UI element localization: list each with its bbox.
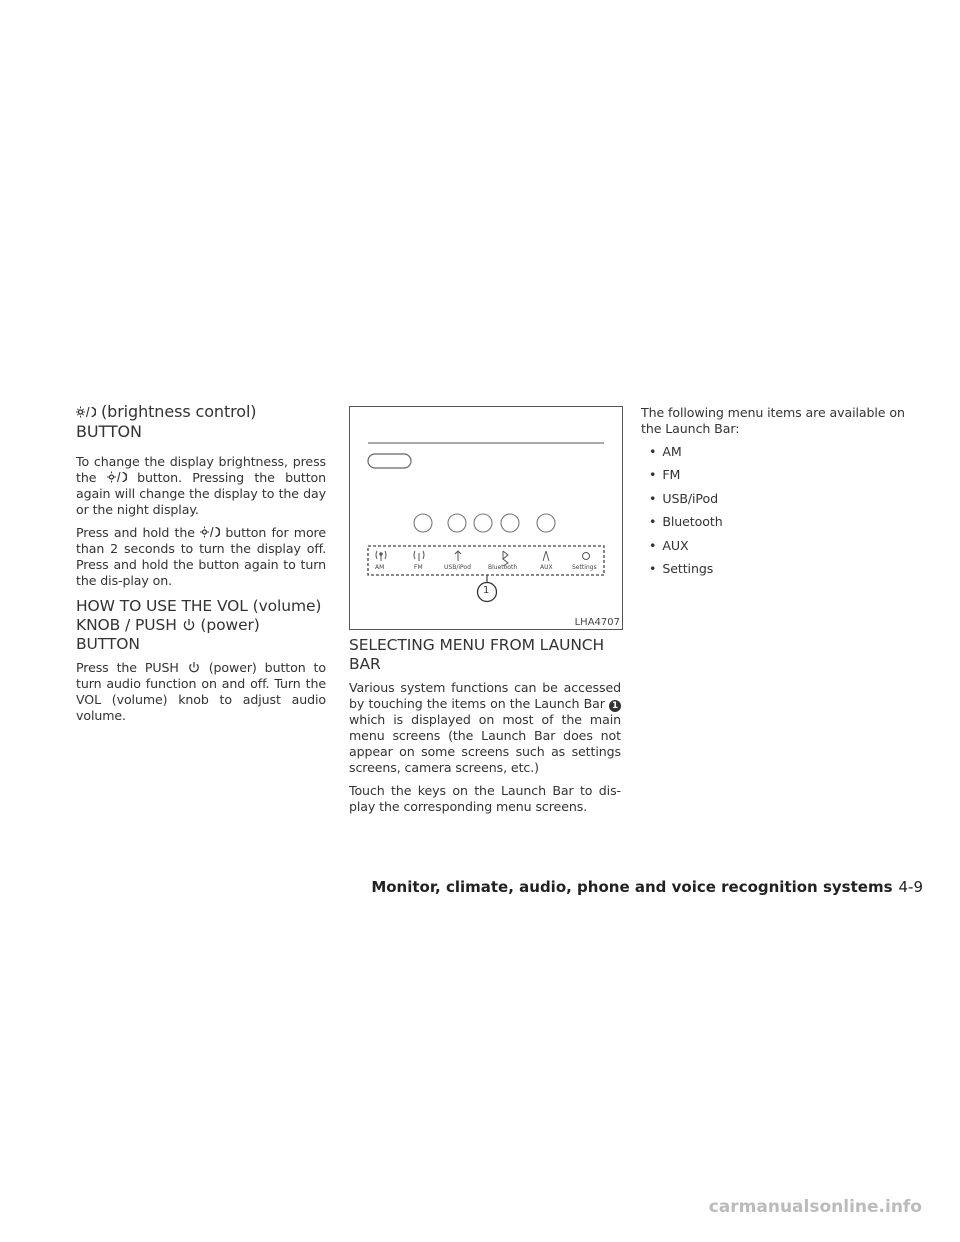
- volume-heading: [76, 597, 326, 654]
- list-item: • AUX: [649, 538, 917, 554]
- launch-bar-p1-post: which is displayed on most of the main menu screens (the Launch Bar does not appear on some screens such as settings screens, camera screens, etc.): [349, 712, 621, 775]
- brightness-heading-text: (brightness control) BUTTON: [76, 402, 257, 441]
- brightness-p1-post: button. Pressing the button again will change the display to the day or the night display.: [76, 470, 327, 517]
- sun-moon-icon: [76, 405, 96, 419]
- volume-paragraph: [76, 660, 326, 724]
- brightness-p1-pre: To change the display brightness, press the: [76, 454, 326, 485]
- brightness-paragraph-2: [76, 525, 326, 589]
- brightness-heading: [76, 402, 326, 442]
- list-item: • USB/iPod: [649, 491, 917, 507]
- list-item: • AM: [649, 444, 917, 460]
- launch-bar-heading: SELECTING MENU FROM LAUNCH BAR: [349, 636, 605, 673]
- launch-bar-paragraph-1: [349, 680, 621, 776]
- brightness-p2-pre: Press and hold the: [76, 525, 195, 540]
- launch-bar-figure: [349, 406, 623, 630]
- list-item: • FM: [649, 467, 917, 483]
- callout-number: 1: [609, 700, 621, 712]
- volume-p-pre: Press the PUSH: [76, 660, 179, 675]
- launch-bar-label-fm: FM: [414, 564, 423, 571]
- right-column: [641, 405, 917, 584]
- brightness-paragraph-1: [76, 454, 326, 518]
- menu-items-list: [641, 444, 917, 577]
- volume-p-post: (power) button to turn audio function on and off. Turn the VOL (volume) knob to adjust audio volume.: [76, 660, 327, 723]
- footer-section-title: Monitor, climate, audio, phone and voice recognition systems: [371, 878, 893, 896]
- brightness-p2-post: button for more than 2 seconds to turn the display off. Press and hold the button again to turn the dis-play on.: [76, 525, 326, 588]
- sun-moon-icon: [107, 470, 127, 484]
- launch-bar-label-aux: AUX: [540, 564, 553, 571]
- launch-bar-p1-pre: Various system functions can be accessed by touching the items on the Launch Bar: [349, 680, 621, 711]
- launch-bar-label-settings: Settings: [572, 564, 597, 571]
- list-item: • Bluetooth: [649, 514, 917, 530]
- power-icon: [187, 661, 201, 674]
- middle-column: [349, 636, 621, 822]
- figure-callout-number: 1: [483, 585, 490, 596]
- page-number: 4-9: [898, 878, 923, 896]
- menu-items-intro: The following menu items are available on the Launch Bar:: [641, 405, 905, 436]
- launch-bar-label-am: AM: [375, 564, 385, 571]
- volume-heading-pre: HOW TO USE THE VOL (volume) KNOB / PUSH: [76, 597, 322, 634]
- figure-label: LHA4707: [574, 617, 620, 628]
- page-footer: [371, 878, 923, 896]
- list-item: • Settings: [649, 561, 917, 577]
- launch-bar-label-usb: USB/iPod: [444, 564, 471, 571]
- launch-bar-label-bluetooth: Bluetooth: [488, 564, 518, 571]
- power-icon: [182, 618, 196, 632]
- volume-heading-post: (power) BUTTON: [76, 616, 260, 653]
- sun-moon-icon: [200, 525, 220, 539]
- left-column: [76, 402, 326, 731]
- launch-bar-paragraph-2: Touch the keys on the Launch Bar to dis-play the corresponding menu screens.: [349, 783, 621, 814]
- watermark: carmanualsonline.info: [708, 1197, 922, 1217]
